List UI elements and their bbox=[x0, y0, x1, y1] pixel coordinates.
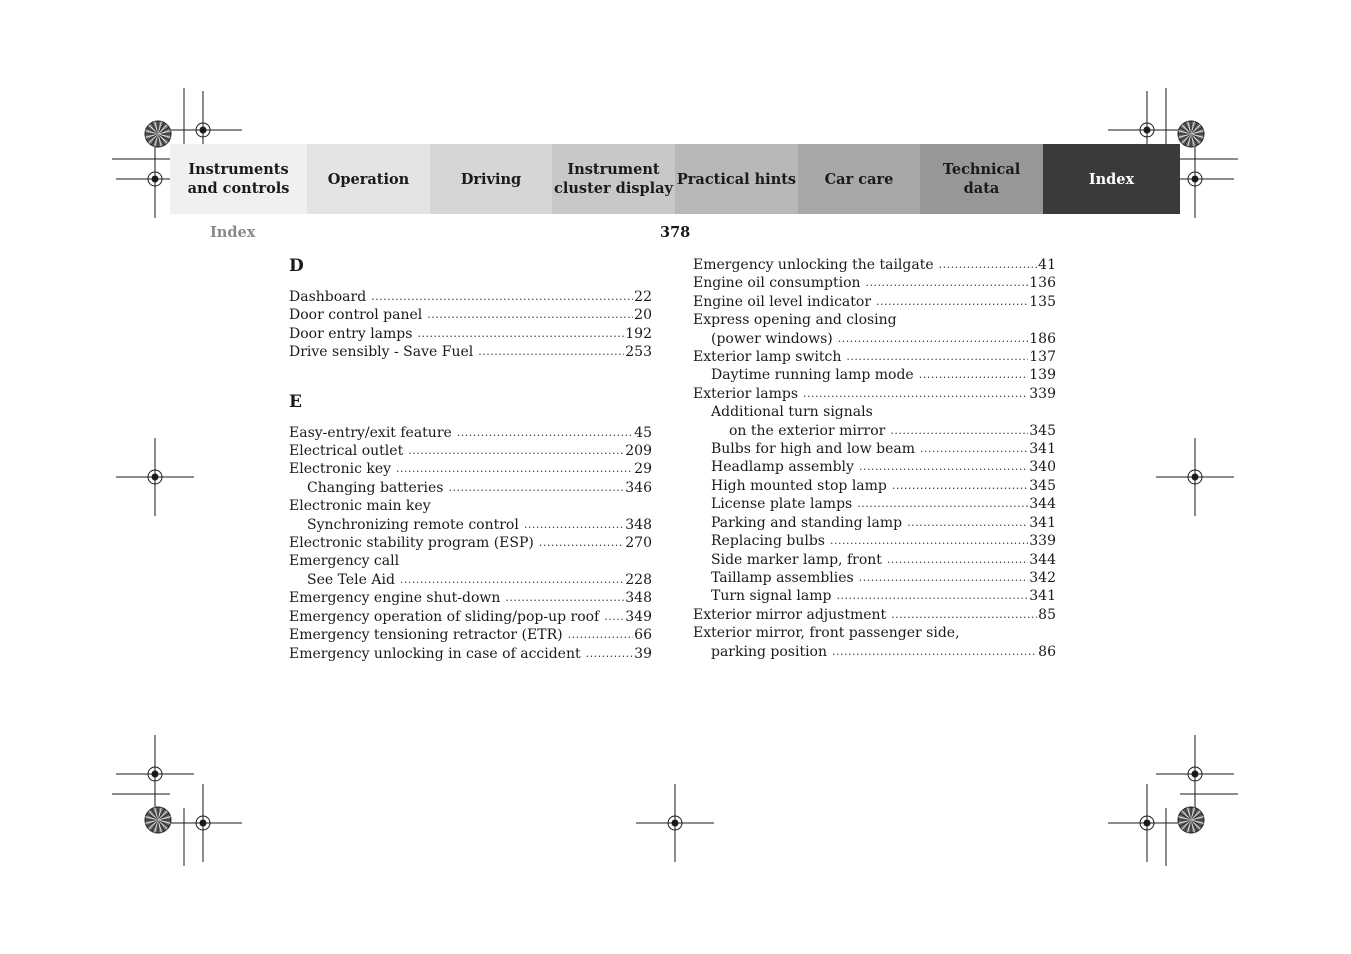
index-entry-page[interactable]: 41 bbox=[1038, 257, 1056, 273]
index-entry[interactable] bbox=[289, 608, 652, 626]
index-entry[interactable] bbox=[693, 422, 1056, 440]
index-entry[interactable] bbox=[289, 534, 652, 552]
dot-leader bbox=[478, 343, 624, 361]
page-number: 378 bbox=[660, 224, 691, 241]
group-spacer bbox=[289, 362, 652, 392]
dot-leader bbox=[887, 551, 1028, 569]
index-entry[interactable] bbox=[693, 587, 1056, 605]
index-entry-term: Exterior mirror adjustment bbox=[693, 606, 887, 623]
registration-crosshair bbox=[164, 784, 242, 862]
index-entry-term: Parking and standing lamp bbox=[711, 514, 903, 531]
index-entry-term: on the exterior mirror bbox=[729, 422, 886, 439]
dot-leader bbox=[939, 256, 1038, 274]
index-entry-page[interactable]: 20 bbox=[634, 307, 652, 324]
index-entry-term: Engine oil level indicator bbox=[693, 293, 872, 310]
dot-leader bbox=[427, 306, 633, 324]
dot-leader bbox=[846, 348, 1028, 366]
tab-instruments-and-controls[interactable]: Instruments and controls bbox=[170, 144, 307, 214]
index-entry[interactable] bbox=[693, 532, 1056, 550]
index-entry-page[interactable]: 339 bbox=[1029, 385, 1056, 402]
registration-crosshair bbox=[1156, 735, 1234, 813]
registration-crosshair bbox=[1108, 784, 1186, 862]
index-entry-page[interactable]: 192 bbox=[625, 325, 652, 342]
index-entry-page[interactable]: 344 bbox=[1029, 551, 1056, 568]
index-entry-page[interactable]: 340 bbox=[1029, 459, 1056, 476]
index-entry[interactable] bbox=[289, 479, 652, 497]
index-entry-page[interactable]: 345 bbox=[1029, 422, 1056, 439]
index-entry-page[interactable]: 270 bbox=[625, 535, 652, 552]
dot-leader bbox=[919, 366, 1029, 384]
index-entry[interactable] bbox=[289, 516, 652, 534]
dot-leader bbox=[891, 606, 1037, 624]
index-entry-page[interactable]: 66 bbox=[634, 627, 652, 644]
registration-starburst bbox=[145, 121, 171, 147]
index-entry-page[interactable]: 349 bbox=[625, 608, 652, 625]
dot-leader bbox=[837, 587, 1029, 605]
index-entry[interactable] bbox=[693, 477, 1056, 495]
dot-leader bbox=[832, 643, 1037, 661]
index-entry-term: Taillamp assemblies bbox=[711, 569, 854, 586]
chapter-tab-bar bbox=[170, 144, 1180, 214]
index-entry-term: Emergency operation of sliding/pop-up roof bbox=[289, 608, 600, 625]
index-entry-term: Electrical outlet bbox=[289, 443, 404, 460]
index-entry-page[interactable]: 136 bbox=[1029, 275, 1056, 292]
dot-leader bbox=[857, 495, 1028, 513]
dot-leader bbox=[859, 458, 1028, 476]
index-entry-term: Replacing bulbs bbox=[711, 533, 825, 550]
index-entry-page[interactable]: 253 bbox=[625, 344, 652, 361]
index-entry-term: Emergency tensioning retractor (ETR) bbox=[289, 627, 563, 644]
index-entry-term: High mounted stop lamp bbox=[711, 477, 887, 494]
index-entry[interactable] bbox=[693, 293, 1056, 311]
index-entry[interactable] bbox=[289, 442, 652, 460]
index-entry[interactable] bbox=[289, 589, 652, 607]
tab-practical-hints[interactable]: Practical hints bbox=[675, 144, 798, 214]
index-entry-term: Dashboard bbox=[289, 289, 367, 305]
index-entry-term: Exterior lamps bbox=[693, 385, 799, 402]
index-entry[interactable] bbox=[693, 643, 1056, 661]
dot-leader bbox=[876, 293, 1028, 311]
index-entry-page[interactable]: 228 bbox=[625, 571, 652, 588]
running-section-title: Index bbox=[210, 224, 256, 241]
dot-leader bbox=[604, 608, 624, 626]
index-entry-term: Electronic key bbox=[289, 461, 392, 478]
tab-instrument-cluster-display[interactable]: Instrument cluster display bbox=[552, 144, 675, 214]
index-entry-term: Exterior lamp switch bbox=[693, 349, 842, 366]
index-entry-term: Emergency unlocking in case of accident bbox=[289, 645, 581, 662]
index-entry-page[interactable]: 344 bbox=[1029, 496, 1056, 513]
index-entry-page[interactable]: 348 bbox=[625, 516, 652, 533]
registration-starburst bbox=[145, 807, 171, 833]
dot-leader bbox=[396, 460, 633, 478]
index-entry[interactable] bbox=[289, 343, 652, 361]
index-entry-page[interactable]: 341 bbox=[1029, 441, 1056, 458]
index-entry[interactable] bbox=[693, 366, 1056, 384]
index-entry[interactable] bbox=[693, 385, 1056, 403]
index-entry[interactable] bbox=[289, 325, 652, 343]
index-entry[interactable] bbox=[693, 440, 1056, 458]
index-entry[interactable] bbox=[693, 256, 1056, 274]
index-entry[interactable] bbox=[693, 495, 1056, 513]
index-entry[interactable] bbox=[289, 645, 652, 663]
dot-leader bbox=[890, 422, 1028, 440]
index-entry-term: Engine oil consumption bbox=[693, 275, 861, 292]
index-entry-page[interactable]: 85 bbox=[1038, 606, 1056, 623]
index-entry-term: Turn signal lamp bbox=[711, 588, 832, 605]
dot-leader bbox=[803, 385, 1028, 403]
tab-operation[interactable]: Operation bbox=[307, 144, 430, 214]
index-entry-page[interactable]: 341 bbox=[1029, 588, 1056, 605]
registration-starburst bbox=[1178, 807, 1204, 833]
dot-leader bbox=[568, 626, 634, 644]
index-entry-term: Bulbs for high and low beam bbox=[711, 441, 916, 458]
registration-starburst bbox=[1178, 121, 1204, 147]
index-entry[interactable] bbox=[693, 348, 1056, 366]
index-entry-term: Synchronizing remote control bbox=[307, 516, 519, 533]
index-entry[interactable] bbox=[693, 606, 1056, 624]
index-entry-page[interactable]: 135 bbox=[1029, 293, 1056, 310]
index-entry[interactable] bbox=[289, 288, 652, 306]
index-letter-heading: E bbox=[289, 391, 302, 412]
dot-leader bbox=[400, 571, 624, 589]
index-entry[interactable] bbox=[289, 460, 652, 478]
dot-leader bbox=[539, 534, 624, 552]
index-entry-heading: Exterior mirror, front passenger side, bbox=[693, 625, 960, 642]
index-entry-term: Side marker lamp, front bbox=[711, 551, 882, 568]
index-entry[interactable] bbox=[289, 626, 652, 644]
dot-leader bbox=[859, 569, 1029, 587]
index-entry-heading: Express opening and closing bbox=[693, 312, 897, 329]
dot-leader bbox=[524, 516, 624, 534]
index-entry-heading: Emergency call bbox=[289, 553, 400, 570]
index-entry-term: (power windows) bbox=[711, 330, 833, 347]
index-entry-term: Drive sensibly - Save Fuel bbox=[289, 344, 474, 361]
index-entry-term: Easy-entry/exit feature bbox=[289, 424, 452, 441]
index-entry-term: Door control panel bbox=[289, 307, 423, 324]
index-entry-page[interactable]: 345 bbox=[1029, 477, 1056, 494]
dot-leader bbox=[586, 645, 634, 663]
index-entry[interactable] bbox=[693, 330, 1056, 348]
index-entry-page[interactable]: 186 bbox=[1029, 330, 1056, 347]
tab-car-care[interactable]: Car care bbox=[798, 144, 920, 214]
index-entry-term: See Tele Aid bbox=[307, 571, 395, 588]
index-column-right bbox=[693, 256, 1056, 661]
index-entry-term: Door entry lamps bbox=[289, 325, 413, 342]
dot-leader bbox=[408, 442, 624, 460]
dot-leader bbox=[505, 589, 624, 607]
tab-index[interactable]: Index bbox=[1043, 144, 1180, 214]
dot-leader bbox=[892, 477, 1028, 495]
dot-leader bbox=[920, 440, 1028, 458]
index-entry-page[interactable]: 86 bbox=[1038, 643, 1056, 660]
registration-crosshair bbox=[116, 438, 194, 516]
index-entry-page[interactable]: 139 bbox=[1029, 367, 1056, 384]
index-entry-term: Daytime running lamp mode bbox=[711, 367, 914, 384]
dot-leader bbox=[417, 325, 624, 343]
index-entry[interactable] bbox=[693, 458, 1056, 476]
index-entry-term: Electronic stability program (ESP) bbox=[289, 535, 534, 552]
dot-leader bbox=[448, 479, 624, 497]
index-entry[interactable] bbox=[693, 274, 1056, 292]
index-entry-term: parking position bbox=[711, 643, 827, 660]
dot-leader bbox=[457, 424, 633, 442]
index-entry-page[interactable]: 22 bbox=[634, 289, 652, 305]
dot-leader bbox=[838, 330, 1029, 348]
index-entry-term: Changing batteries bbox=[307, 479, 444, 496]
index-entry[interactable] bbox=[289, 571, 652, 589]
index-column-left bbox=[289, 256, 652, 663]
tab-driving[interactable]: Driving bbox=[430, 144, 552, 214]
index-entry[interactable] bbox=[289, 306, 652, 324]
dot-leader bbox=[907, 514, 1028, 532]
index-entry-page[interactable]: 39 bbox=[634, 645, 652, 662]
dot-leader bbox=[371, 288, 633, 306]
index-entry-page[interactable]: 45 bbox=[634, 424, 652, 441]
index-entry-page[interactable]: 29 bbox=[634, 461, 652, 478]
index-entry-term: Emergency unlocking the tailgate bbox=[693, 257, 934, 273]
index-entry[interactable] bbox=[693, 514, 1056, 532]
index-entry-page[interactable]: 346 bbox=[625, 479, 652, 496]
index-entry-page[interactable]: 341 bbox=[1029, 514, 1056, 531]
index-entry-page[interactable]: 137 bbox=[1029, 349, 1056, 366]
registration-crosshair bbox=[116, 735, 194, 813]
index-entry-term: Headlamp assembly bbox=[711, 459, 854, 476]
index-entry-term: License plate lamps bbox=[711, 496, 853, 513]
index-entry-page[interactable]: 339 bbox=[1029, 533, 1056, 550]
index-entry-page[interactable]: 348 bbox=[625, 590, 652, 607]
index-entry-page[interactable]: 209 bbox=[625, 443, 652, 460]
registration-crosshair bbox=[1156, 438, 1234, 516]
index-entry-heading: Electronic main key bbox=[289, 498, 431, 515]
dot-leader bbox=[830, 532, 1028, 550]
index-entry-term: Emergency engine shut-down bbox=[289, 590, 501, 607]
index-entry[interactable] bbox=[289, 424, 652, 442]
tab-technical-data[interactable]: Technical data bbox=[920, 144, 1043, 214]
index-letter-heading: D bbox=[289, 256, 304, 276]
dot-leader bbox=[866, 274, 1029, 292]
index-entry[interactable] bbox=[693, 569, 1056, 587]
registration-crosshair bbox=[636, 784, 714, 862]
index-entry[interactable] bbox=[693, 551, 1056, 569]
index-entry-heading: Additional turn signals bbox=[711, 404, 873, 421]
index-entry-page[interactable]: 342 bbox=[1029, 569, 1056, 586]
